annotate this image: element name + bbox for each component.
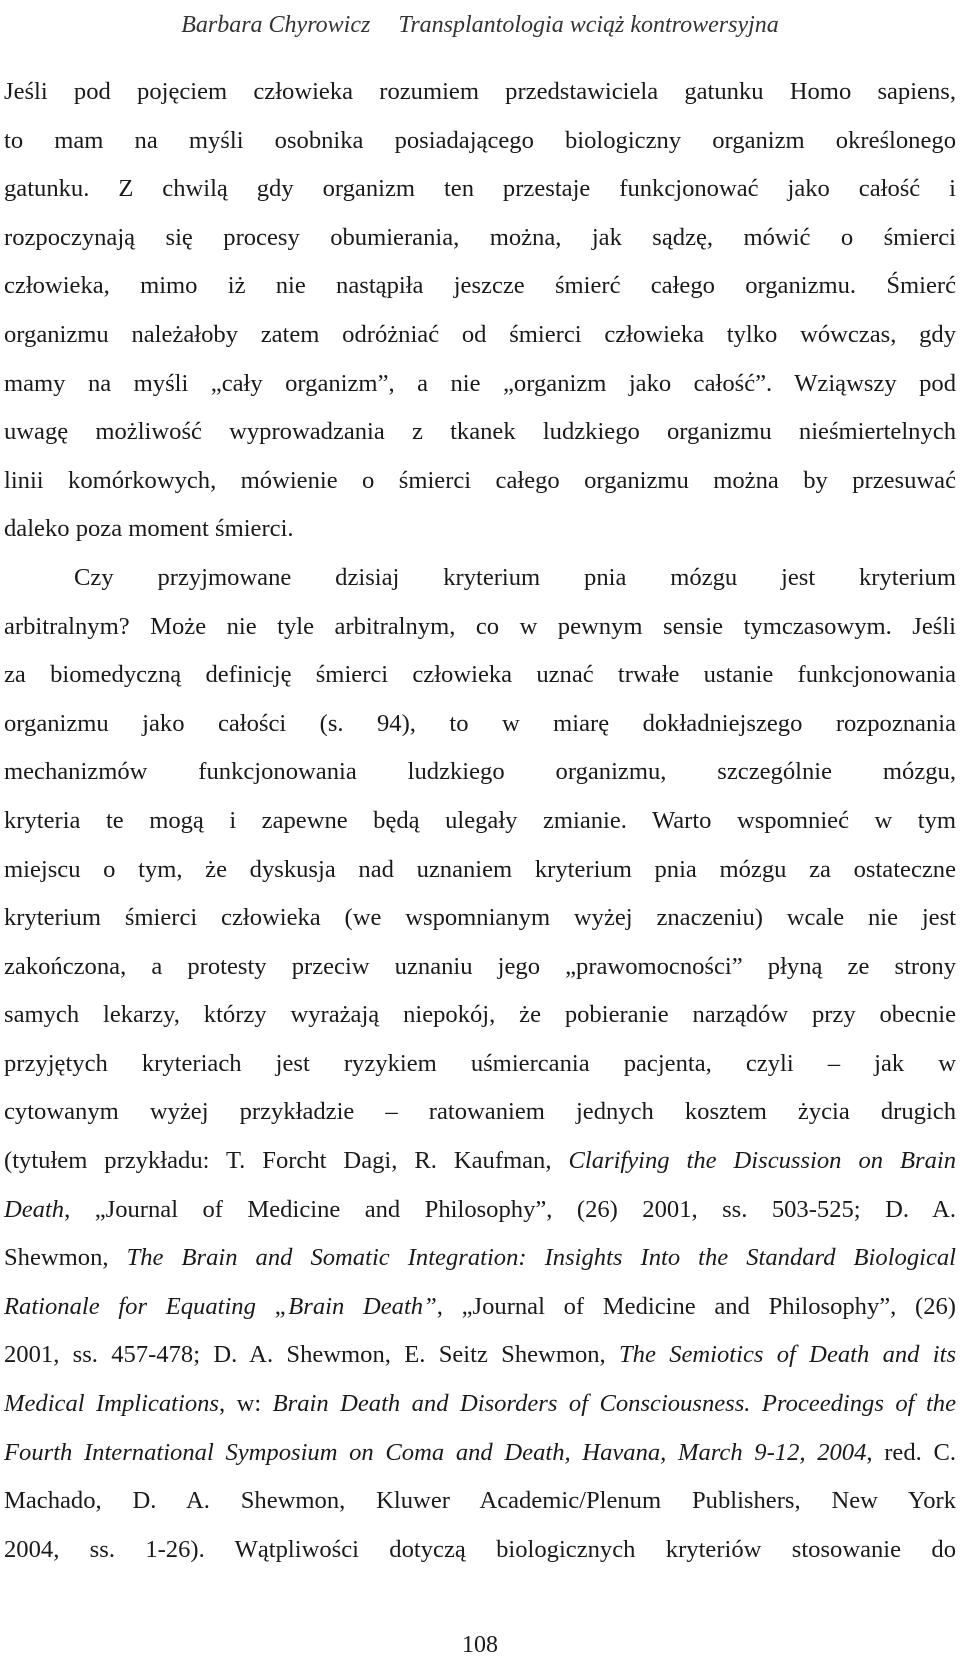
text-run: (tytułem przykładu: T. Forcht Dagi, R. Kaufman, bbox=[4, 1147, 569, 1175]
text-line: człowieka, mimo iż nie nastąpiła jeszcze śmierć całego organizmu. Śmierć bbox=[4, 272, 956, 300]
text-run: , „Journal of Medicine and Philosophy”, (26) 2001, ss. 503-525; D. A. bbox=[64, 1195, 956, 1223]
text-line bbox=[4, 1186, 956, 1235]
citation-title: The Brain and Somatic Integration: Insights Into the Standard Biological bbox=[126, 1244, 956, 1272]
text-line: to mam na myśli osobnika posiadającego biologiczny organizm określonego bbox=[4, 126, 956, 154]
text-line: 2004, ss. 1-26). Wątpliwości dotyczą biologicznych kryteriów stosowanie do bbox=[4, 1535, 956, 1563]
text-line bbox=[4, 1234, 956, 1283]
page-number: 108 bbox=[462, 1632, 498, 1658]
text-line: rozpoczynają się procesy obumierania, można, jak sądzę, mówić o śmierci bbox=[4, 223, 956, 251]
text-line: organizmu jako całości (s. 94), to w miarę dokładniejszego rozpoznania bbox=[4, 709, 956, 737]
text-line: miejscu o tym, że dyskusja nad uznaniem kryterium pnia mózgu za ostateczne bbox=[4, 855, 956, 883]
text-line: uwagę możliwość wyprowadzania z tkanek ludzkiego organizmu nieśmiertelnych bbox=[4, 418, 956, 446]
text-line bbox=[4, 1380, 956, 1429]
text-line: Machado, D. A. Shewmon, Kluwer Academic/Plenum Publishers, New York bbox=[4, 1487, 956, 1515]
text-line bbox=[4, 1429, 956, 1478]
text-line: linii komórkowych, mówienie o śmierci całego organizmu można by przesuwać bbox=[4, 466, 956, 494]
text-line: arbitralnym? Może nie tyle arbitralnym, co w pewnym sensie tymczasowym. Jeśli bbox=[4, 612, 956, 640]
text-line: Jeśli pod pojęciem człowieka rozumiem przedstawiciela gatunku Homo sapiens, bbox=[4, 78, 956, 105]
text-line: zakończona, a protesty przeciw uznaniu jego „prawomocności” płyną ze strony bbox=[4, 952, 956, 980]
citation-title: Death bbox=[4, 1195, 65, 1223]
header-author: Barbara Chyrowicz bbox=[181, 12, 371, 38]
citation-title: Fourth International Symposium on Coma and Death, Havana, March 9-12, 2004 bbox=[4, 1438, 867, 1466]
text-line: daleko poza moment śmierci. bbox=[4, 515, 294, 543]
text-run: , red. C. bbox=[866, 1438, 956, 1466]
text-run: , „Journal of Medicine and Philosophy”, (26) bbox=[436, 1292, 956, 1320]
text-line: organizmu należałoby zatem odróżniać od śmierci człowieka tylko wówczas, gdy bbox=[4, 320, 956, 348]
text-line: za biomedyczną definicję śmierci człowieka uznać trwałe ustanie funkcjonowania bbox=[4, 661, 956, 689]
citation-title: Clarifying the Discussion on Brain bbox=[568, 1147, 957, 1175]
text-run: 2001, ss. 457-478; D. A. Shewmon, E. Seitz Shewmon, bbox=[4, 1341, 619, 1369]
text-line: kryteria te mogą i zapewne będą ulegały zmianie. Warto wspomnieć w tym bbox=[4, 806, 956, 834]
text-line: mamy na myśli „cały organizm”, a nie „organizm jako całość”. Wziąwszy pod bbox=[4, 369, 956, 397]
text-line: przyjętych kryteriach jest ryzykiem uśmiercania pacjenta, czyli – jak w bbox=[4, 1049, 956, 1077]
text-line: gatunku. Z chwilą gdy organizm ten przestaje funkcjonować jako całość i bbox=[4, 175, 956, 203]
text-run: , w: bbox=[218, 1390, 273, 1418]
text-line bbox=[4, 1137, 956, 1186]
text-line bbox=[4, 1331, 956, 1380]
citation-title: Rationale for Equating „Brain Death” bbox=[4, 1292, 437, 1320]
citation-title: Brain Death and Disorders of Consciousness. Proceedings of the bbox=[272, 1390, 956, 1418]
text-line: Czy przyjmowane dzisiaj kryterium pnia mózgu jest kryterium bbox=[74, 563, 956, 591]
citation-title: Medical Implications bbox=[4, 1390, 219, 1418]
body-text bbox=[4, 68, 956, 1574]
header-title: Transplantologia wciąż kontrowersyjna bbox=[398, 12, 779, 38]
text-line: mechanizmów funkcjonowania ludzkiego organizmu, szczególnie mózgu, bbox=[4, 758, 956, 786]
text-run: Shewmon, bbox=[4, 1244, 127, 1272]
text-line: cytowanym wyżej przykładzie – ratowaniem jednych kosztem życia drugich bbox=[4, 1098, 956, 1126]
running-header bbox=[0, 12, 960, 39]
text-line: kryterium śmierci człowieka (we wspomnianym wyżej znaczeniu) wcale nie jest bbox=[4, 904, 956, 932]
citation-title: The Semiotics of Death and its bbox=[619, 1341, 957, 1369]
text-line bbox=[4, 1283, 956, 1332]
text-line: samych lekarzy, którzy wyrażają niepokój, że pobieranie narządów przy obecnie bbox=[4, 1001, 956, 1029]
